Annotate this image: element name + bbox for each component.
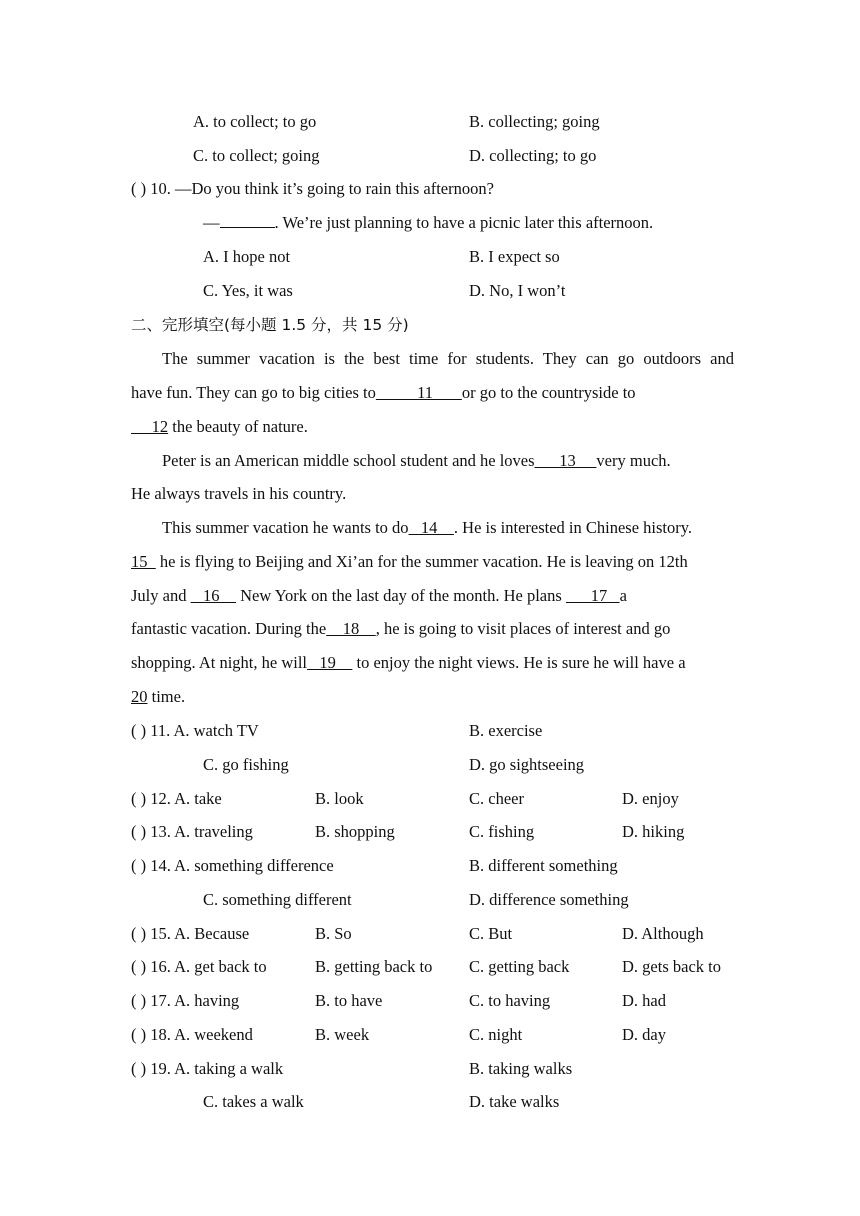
q9-option-d: D. collecting; to go (469, 146, 597, 165)
q16-option-c: C. getting back (469, 957, 570, 976)
q14-option-b: B. different something (469, 856, 618, 875)
q16-stem: ( ) 16. A. get back to (131, 957, 267, 976)
q11-option-d: D. go sightseeing (469, 755, 585, 774)
blank-18: 18 (326, 619, 376, 638)
blank-11: 11 (375, 383, 462, 402)
q10-answer-line (203, 212, 653, 234)
q17-option-c: C. to having (469, 991, 551, 1010)
passage-p1-line2 (131, 382, 636, 404)
passage-text: , he is going to visit places of interest and go (375, 619, 671, 638)
passage-text: very much. (596, 451, 671, 470)
q19-option-c: C. takes a walk (203, 1092, 304, 1111)
q12-stem: ( ) 12. A. take (131, 789, 222, 808)
q11-stem: ( ) 11. A. watch TV (131, 721, 259, 740)
q12-option-b: B. look (315, 789, 364, 808)
section-2-heading: 二、完形填空(每小题 1.5 分，共 15 分) (131, 316, 409, 334)
passage-text: . He is interested in Chinese history. (453, 518, 693, 537)
passage-text: he is flying to Beijing and Xi’an for the summer vacation. He is leaving on 12th (155, 552, 688, 571)
passage-text: to enjoy the night views. He is sure he will have a (352, 653, 686, 672)
q13-option-b: B. shopping (315, 822, 395, 841)
passage-text: This summer vacation he wants to do (162, 518, 409, 537)
q10-answer-text: . We’re just planning to have a picnic later this afternoon. (274, 213, 654, 232)
passage-text: the beauty of nature. (168, 417, 308, 436)
passage-text: July and (131, 586, 191, 605)
passage-p3-line5 (131, 652, 686, 674)
q9-option-b: B. collecting; going (469, 112, 600, 131)
q15-stem: ( ) 15. A. Because (131, 924, 250, 943)
q11-option-b: B. exercise (469, 721, 543, 740)
passage-p2-line2: He always travels in his country. (131, 484, 347, 503)
q10-option-a: A. I hope not (203, 247, 291, 266)
q10-stem: ( ) 10. —Do you think it’s going to rain this afternoon? (131, 179, 494, 198)
blank-19: 19 (307, 653, 353, 672)
blank-12: 12 (131, 417, 169, 436)
passage-p3-line1 (162, 517, 692, 539)
q12-option-d: D. enjoy (622, 789, 679, 808)
q10-option-c: C. Yes, it was (203, 281, 293, 300)
passage-p3-line4 (131, 618, 670, 640)
q10-answer-dash: — (203, 213, 220, 232)
q9-option-c: C. to collect; going (193, 146, 320, 165)
q18-option-d: D. day (622, 1025, 666, 1044)
passage-text: Peter is an American middle school student and he loves (162, 451, 535, 470)
q16-option-b: B. getting back to (315, 957, 433, 976)
passage-p2-line1 (162, 450, 671, 472)
q11-option-c: C. go fishing (203, 755, 289, 774)
q17-stem: ( ) 17. A. having (131, 991, 240, 1010)
q19-stem: ( ) 19. A. taking a walk (131, 1059, 284, 1078)
q18-option-b: B. week (315, 1025, 370, 1044)
passage-p3-line3 (131, 585, 627, 607)
passage-p3-line6 (131, 686, 185, 708)
q10-answer-blank (220, 212, 275, 228)
q19-option-b: B. taking walks (469, 1059, 573, 1078)
q13-option-d: D. hiking (622, 822, 685, 841)
blank-13: 13 (534, 451, 597, 470)
q15-option-d: D. Although (622, 924, 704, 943)
q16-option-d: D. gets back to (622, 957, 721, 976)
q14-option-c: C. something different (203, 890, 352, 909)
passage-text: or go to the countryside to (461, 383, 636, 402)
q15-option-c: C. But (469, 924, 513, 943)
passage-p1-line1: The summer vacation is the best time for students. They can go outdoors and (162, 349, 734, 368)
q15-option-b: B. So (315, 924, 352, 943)
q13-stem: ( ) 13. A. traveling (131, 822, 253, 841)
passage-p3-line2 (131, 551, 688, 573)
passage-text: shopping. At night, he will (131, 653, 308, 672)
q17-option-d: D. had (622, 991, 666, 1010)
q13-option-c: C. fishing (469, 822, 535, 841)
passage-text: New York on the last day of the month. He plans (235, 586, 566, 605)
q10-option-b: B. I expect so (469, 247, 560, 266)
passage-text: fantastic vacation. During the (131, 619, 327, 638)
blank-20: 20 (131, 687, 148, 706)
blank-17: 17 (565, 586, 620, 605)
q18-option-c: C. night (469, 1025, 523, 1044)
q18-stem: ( ) 18. A. weekend (131, 1025, 253, 1044)
passage-p1-line3 (131, 416, 308, 438)
q19-option-d: D. take walks (469, 1092, 560, 1111)
passage-text: time. (147, 687, 186, 706)
blank-15: 15 (131, 552, 156, 571)
q17-option-b: B. to have (315, 991, 383, 1010)
q10-option-d: D. No, I won’t (469, 281, 566, 300)
q12-option-c: C. cheer (469, 789, 524, 808)
passage-text: a (619, 586, 627, 605)
q14-stem: ( ) 14. A. something difference (131, 856, 334, 875)
passage-text: have fun. They can go to big cities to (131, 383, 376, 402)
blank-14: 14 (408, 518, 454, 537)
q9-option-a: A. to collect; to go (193, 112, 317, 131)
q14-option-d: D. difference something (469, 890, 629, 909)
blank-16: 16 (190, 586, 236, 605)
